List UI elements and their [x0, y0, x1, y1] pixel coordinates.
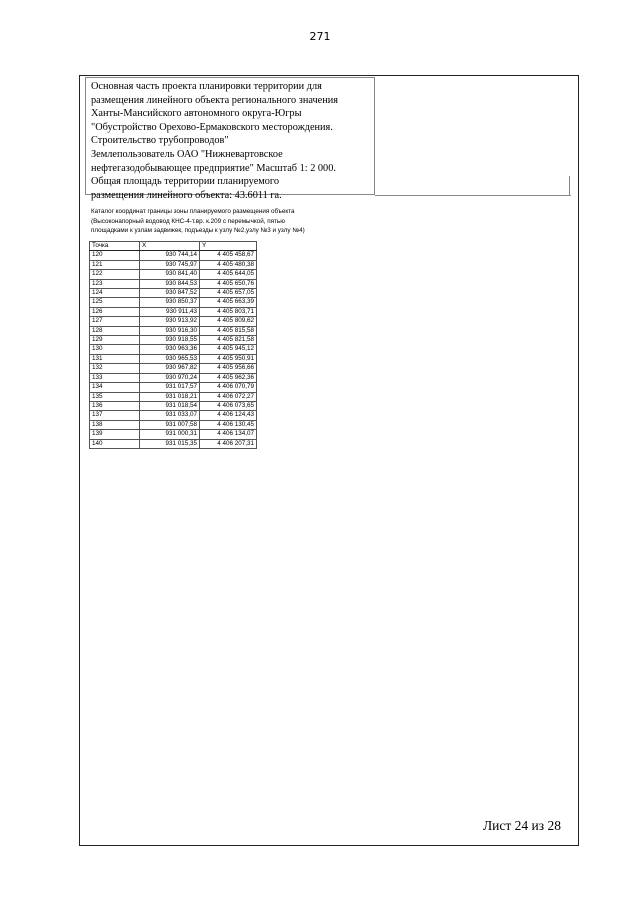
cell-point: 120 — [90, 251, 140, 260]
cell-point: 139 — [90, 430, 140, 439]
table-row — [90, 336, 257, 345]
cell-x: 930 847,52 — [140, 289, 200, 298]
title-line: "Обустройство Орехово-Ермаковского месторождения. — [91, 121, 333, 133]
cell-y: 4 405 821,58 — [200, 336, 257, 345]
table-row — [90, 345, 257, 354]
table-header-row — [90, 242, 257, 251]
cell-x: 930 913,92 — [140, 317, 200, 326]
cell-x: 930 970,24 — [140, 373, 200, 382]
cell-x: 930 967,82 — [140, 364, 200, 373]
header-point: Точка — [90, 242, 140, 251]
table-row — [90, 279, 257, 288]
title-line: Землепользователь ОАО "Нижневартовское — [91, 148, 283, 160]
cell-point: 129 — [90, 336, 140, 345]
table-row — [90, 326, 257, 335]
cell-x: 931 018,21 — [140, 392, 200, 401]
cell-y: 4 405 644,05 — [200, 270, 257, 279]
cell-x: 930 911,43 — [140, 307, 200, 316]
cell-x: 930 916,30 — [140, 326, 200, 335]
cell-x: 930 965,53 — [140, 354, 200, 363]
title-line: размещения линейного объекта регионального значения — [91, 94, 339, 106]
title-block-extension-line — [375, 195, 571, 196]
cell-point: 125 — [90, 298, 140, 307]
table-row — [90, 317, 257, 326]
table-row — [90, 289, 257, 298]
cell-y: 4 405 458,67 — [200, 251, 257, 260]
cell-point: 140 — [90, 439, 140, 448]
cell-y: 4 406 207,31 — [200, 439, 257, 448]
cell-y: 4 405 803,71 — [200, 307, 257, 316]
cell-x: 931 018,54 — [140, 401, 200, 410]
page-number: 271 — [309, 30, 331, 43]
cell-x: 930 844,53 — [140, 279, 200, 288]
cell-y: 4 405 480,38 — [200, 260, 257, 269]
title-line: размещения линейного объекта: 43.6011 га. — [91, 189, 282, 201]
table-row — [90, 439, 257, 448]
table-row — [90, 354, 257, 363]
table-row — [90, 307, 257, 316]
title-line: Строительство трубопроводов" — [91, 135, 229, 147]
cell-x: 930 744,14 — [140, 251, 200, 260]
cell-point: 131 — [90, 354, 140, 363]
title-line: Общая площадь территории планируемого — [91, 176, 280, 188]
title-line: Основная часть проекта планировки территории для — [91, 81, 322, 92]
cell-x: 931 033,07 — [140, 411, 200, 420]
cell-point: 121 — [90, 260, 140, 269]
cell-y: 4 406 124,43 — [200, 411, 257, 420]
cell-point: 128 — [90, 326, 140, 335]
cell-point: 130 — [90, 345, 140, 354]
catalog-title-line: площадками к узлам задвижек, подъезды к узлу №2,узлу №3 и узлу №4) — [91, 227, 305, 235]
cell-y: 4 405 809,62 — [200, 317, 257, 326]
table-row — [90, 411, 257, 420]
table-row — [90, 260, 257, 269]
cell-y: 4 405 650,76 — [200, 279, 257, 288]
cell-point: 124 — [90, 289, 140, 298]
cell-y: 4 406 072,27 — [200, 392, 257, 401]
table-row — [90, 430, 257, 439]
catalog-title-line: (Высоконапорный водовод КНС-4-т.вр. к.209 с перемычкой, пятью — [91, 217, 285, 225]
cell-point: 138 — [90, 420, 140, 429]
catalog-title — [91, 207, 391, 236]
cell-y: 4 406 070,79 — [200, 383, 257, 392]
cell-y: 4 405 945,12 — [200, 345, 257, 354]
sheet-label: Лист 24 из 28 — [483, 818, 561, 833]
cell-x: 930 850,37 — [140, 298, 200, 307]
cell-y: 4 405 962,36 — [200, 373, 257, 382]
cell-point: 136 — [90, 401, 140, 410]
coordinates-table — [89, 241, 257, 449]
cell-y: 4 405 657,05 — [200, 289, 257, 298]
table-row — [90, 364, 257, 373]
cell-x: 931 017,57 — [140, 383, 200, 392]
table-row — [90, 298, 257, 307]
table-row — [90, 373, 257, 382]
cell-point: 123 — [90, 279, 140, 288]
cell-x: 930 745,97 — [140, 260, 200, 269]
header-y: Y — [200, 242, 257, 251]
cell-point: 132 — [90, 364, 140, 373]
cell-y: 4 405 663,39 — [200, 298, 257, 307]
title-block-text — [91, 80, 373, 202]
cell-y: 4 406 130,45 — [200, 420, 257, 429]
cell-point: 137 — [90, 411, 140, 420]
cell-y: 4 405 956,66 — [200, 364, 257, 373]
cell-x: 931 000,31 — [140, 430, 200, 439]
cell-y: 4 405 950,91 — [200, 354, 257, 363]
cell-y: 4 406 073,65 — [200, 401, 257, 410]
table-body — [90, 251, 257, 449]
title-block-tick-line — [569, 176, 570, 195]
cell-y: 4 406 134,07 — [200, 430, 257, 439]
title-line: Ханты-Мансийского автономного округа-Югры — [91, 108, 302, 120]
title-line: нефтегазодобывающее предприятие" Масштаб 1: 2 000. — [91, 162, 336, 174]
catalog-title-line: Каталог координат границы зоны планируемого размещения объекта — [91, 208, 295, 215]
table-row — [90, 251, 257, 260]
header-x: X — [140, 242, 200, 251]
cell-x: 930 918,55 — [140, 336, 200, 345]
cell-x: 930 963,36 — [140, 345, 200, 354]
table-row — [90, 383, 257, 392]
table-row — [90, 392, 257, 401]
table-row — [90, 401, 257, 410]
cell-point: 133 — [90, 373, 140, 382]
cell-point: 126 — [90, 307, 140, 316]
cell-x: 931 015,35 — [140, 439, 200, 448]
table-row — [90, 270, 257, 279]
cell-x: 930 841,40 — [140, 270, 200, 279]
table-row — [90, 420, 257, 429]
cell-x: 931 007,58 — [140, 420, 200, 429]
cell-point: 127 — [90, 317, 140, 326]
cell-point: 135 — [90, 392, 140, 401]
cell-y: 4 405 815,58 — [200, 326, 257, 335]
cell-point: 134 — [90, 383, 140, 392]
cell-point: 122 — [90, 270, 140, 279]
